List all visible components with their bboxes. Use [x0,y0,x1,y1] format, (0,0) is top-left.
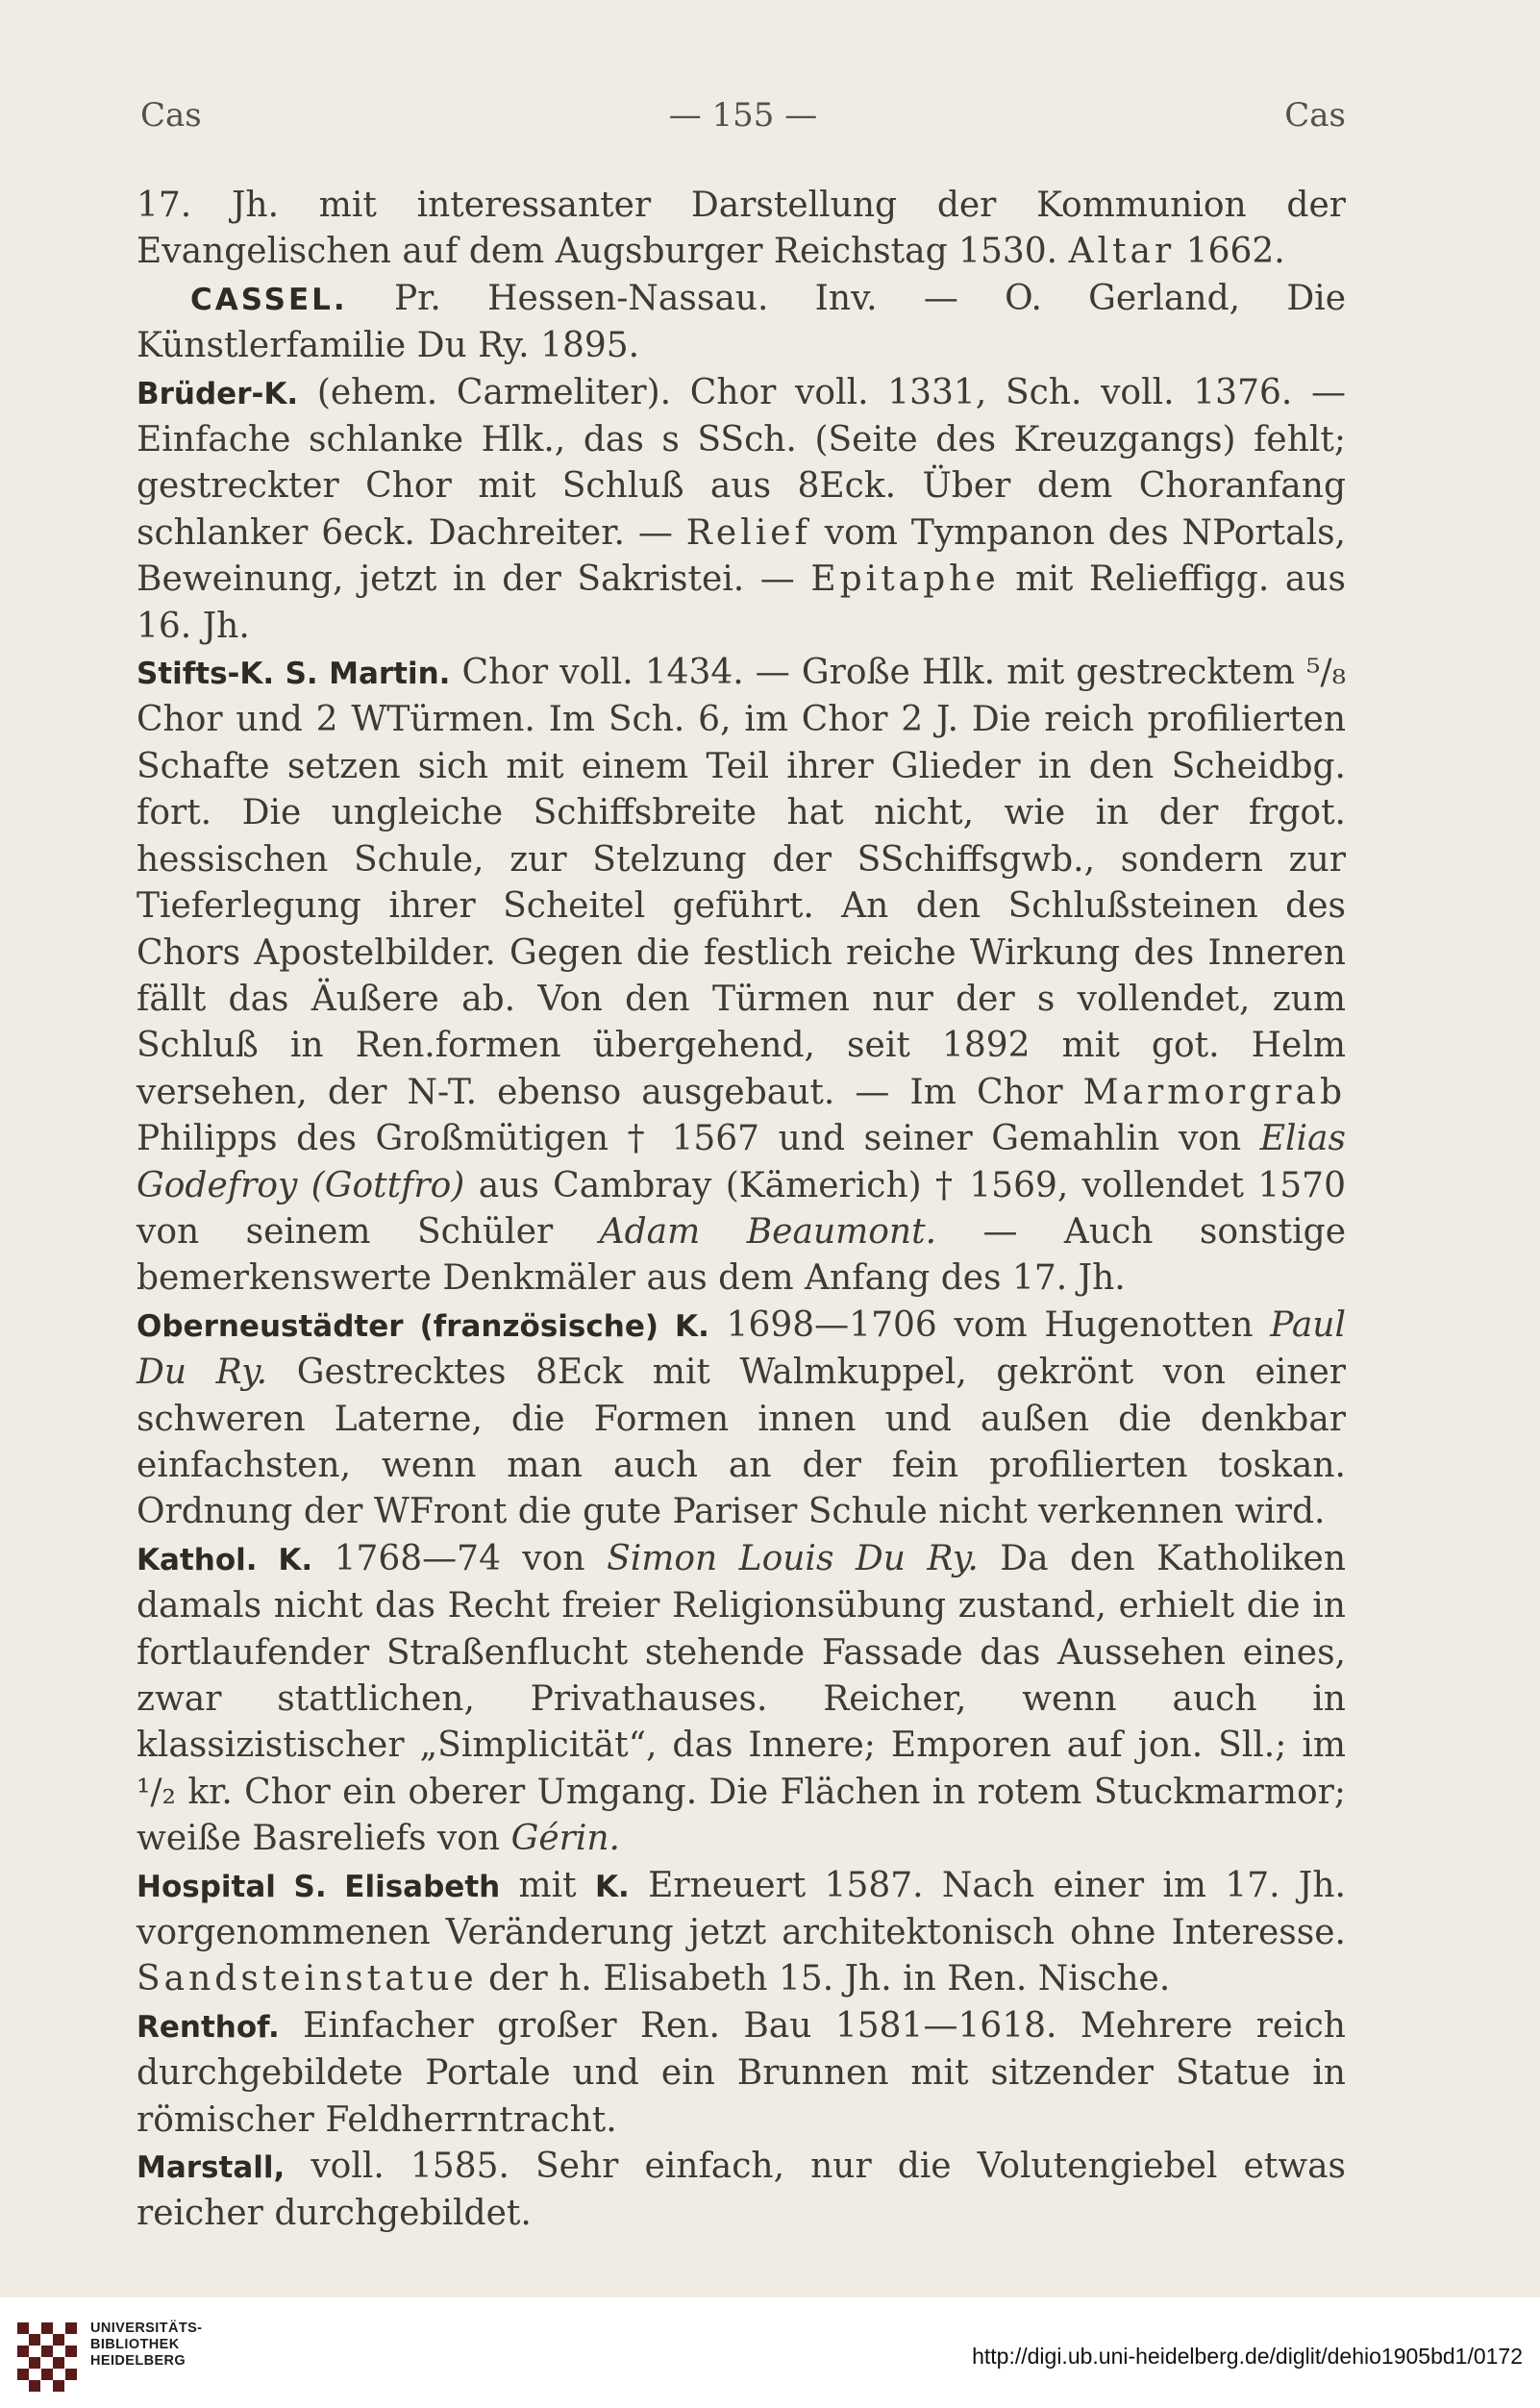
entry-text: aus Cambray (Kämerich) † 1569, vollendet 1570 von seinem Schüler [137,1165,1346,1252]
entry-text: Da den Katholiken damals nicht das Recht freier Religionsübung zustand, erhielt die in fortlaufender Straßenflucht stehende Fassade das Aussehen eines, zwar stattlichen, Privathauses. Reicher, wenn auch in klassizistischer „Simplicität“, das Innere; Emporen auf jon. Sll.; im ¹/₂ kr. Chor ein oberer Umgang. Die Flächen in rotem Stuckmarmor; weiße Basreliefs von [137,1538,1347,1859]
source-url[interactable]: http://digi.ub.uni-heidelberg.de/diglit/dehio1905bd1/0172 [972,2344,1523,2369]
entry-text: Marmorgrab [1082,1072,1346,1112]
entry-paragraph [137,1863,1346,2003]
entry-heading: Renthof. [137,2009,280,2045]
entry-paragraph [137,2144,1346,2238]
entry-text: Philipps des Großmütigen † 1567 und seiner Gemahlin von [137,1119,1260,1159]
entry-text: der h. Elisabeth 15. Jh. in Ren. Nische. [477,1959,1171,1999]
entry-heading: Brüder-K. [137,376,299,411]
entry-paragraph [137,650,1346,1303]
entry-text: 1662. [1175,232,1285,272]
entry-text: 17. Jh. mit interessanter Darstellung der Kommunion der Evangelischen auf dem Augsburger Reichstag 1530. [137,186,1346,272]
entry-text: voll. 1585. Sehr einfach, nur die Volutengiebel etwas reicher durchgebildet. [137,2147,1346,2234]
entry-text: Gestrecktes 8Eck mit Walmkuppel, gekrönt von einer schweren Laterne, die Formen innen und außen die denkbar einfachsten, wenn man auch an der fein profilierten toskan. Ordnung der WFront die gute Pariser Schule nicht verkennen wird. [137,1353,1346,1532]
entry-text: Simon Louis Du Ry. [607,1538,979,1578]
entry-text: Chor voll. 1434. — Große Hlk. mit gestrecktem ⁵/₈ Chor und 2 WTürmen. Im Sch. 6, im Chor 2 J. Die reich profilierten Schafte setzen sich mit einem Teil ihrer Glieder in den Scheidbg. fort. Die ungleiche Schiffsbreite hat nicht, wie in der frgot. hessischen Schule, zur Stelzung der SSchiffsgwb., sondern zur Tieferlegung ihrer Scheitel geführt. An den Schlußsteinen des Chors Apostelbilder. Gegen die festlich reiche Wirkung des Inneren fällt das Äußere ab. Von den Türmen nur der s vollendet, zum Schluß in Ren.formen übergehend, seit 1892 mit got. Helm versehen, der N-T. ebenso ausgebaut. — Im Chor [137,653,1347,1112]
entry-text: mit [500,1865,595,1905]
entry-text: (ehem. Carmeliter). Chor voll. 1331, Sch. voll. 1376. — Einfache schlanke Hlk., das s SSch. (Seite des Kreuzgangs) fehlt; gestreckter Chor mit Schluß aus 8Eck. Über dem Choranfang schlanker 6eck. Dachreiter. — [137,372,1346,553]
entry-text: Adam Beaumont. [599,1211,937,1252]
entry-paragraph [137,183,1346,276]
entry-paragraph [137,370,1346,650]
entry-text: Altar [1068,232,1176,272]
entry-heading: Kathol. K. [137,1542,313,1577]
entry-heading: Oberneustädter (französische) K. [137,1308,709,1344]
entry-paragraph [137,2003,1346,2144]
entry-text: Paul Du Ry. [137,1304,1346,1393]
page-number: — 155 — [668,96,818,135]
logo-line: UNIVERSITÄTS- [90,2321,203,2336]
entry-text: Einfacher großer Ren. Bau 1581—1618. Mehrere reich durchgebildete Portale und ein Brunnen mit sitzender Statue in römischer Feldherrntracht. [137,2005,1346,2140]
footer-bar [0,2297,1540,2408]
entry-paragraph [137,276,1346,370]
entry-paragraph [137,1303,1346,1536]
header-left: Cas [140,96,202,135]
library-logo-text [90,2321,202,2370]
entry-text: Epitaphe [810,559,1000,600]
entry-text: Erneuert 1587. Nach einer im 17. Jh. vorgenommenen Veränderung jetzt architektonisch ohne Interesse. [137,1865,1346,1953]
entry-text: Gérin. [510,1819,620,1859]
entry-text: mit Relieffigg. aus 16. Jh. [137,559,1346,646]
entry-paragraph [137,1536,1346,1863]
entry-text: Sandsteinstatue [137,1959,478,1999]
entry-text: — Auch sonstige bemerkenswerte Denkmäler aus dem Anfang des 17. Jh. [137,1211,1346,1299]
entry-text: Pr. Hessen-Nassau. Inv. — O. Gerland, Die Künstlerfamilie Du Ry. 1895. [137,278,1346,366]
entry-text: 1768—74 von [312,1538,608,1578]
entry-text: vom Tympanon des NPortals, Beweinung, jetzt in der Sakristei. — [137,512,1347,600]
entry-text: Relief [685,512,811,553]
entry-heading: Marstall, [137,2150,286,2186]
logo-line: BIBLIOTHEK [90,2337,180,2352]
entry-text: 1698—1706 vom Hugenotten [708,1304,1271,1345]
entry-heading: CASSEL. [190,282,348,317]
body-text [137,183,1346,2238]
university-seal-icon [13,2319,81,2394]
entry-heading: Stifts-K. S. Martin. [137,657,451,692]
logo-line: HEIDELBERG [90,2353,186,2369]
entry-text: Elias Godefroy (Gottfro) [137,1119,1346,1205]
header-right: Cas [1284,96,1346,135]
entry-heading: K. [594,1869,630,1904]
running-header [140,96,1346,146]
entry-heading: Hospital S. Elisabeth [137,1869,501,1904]
